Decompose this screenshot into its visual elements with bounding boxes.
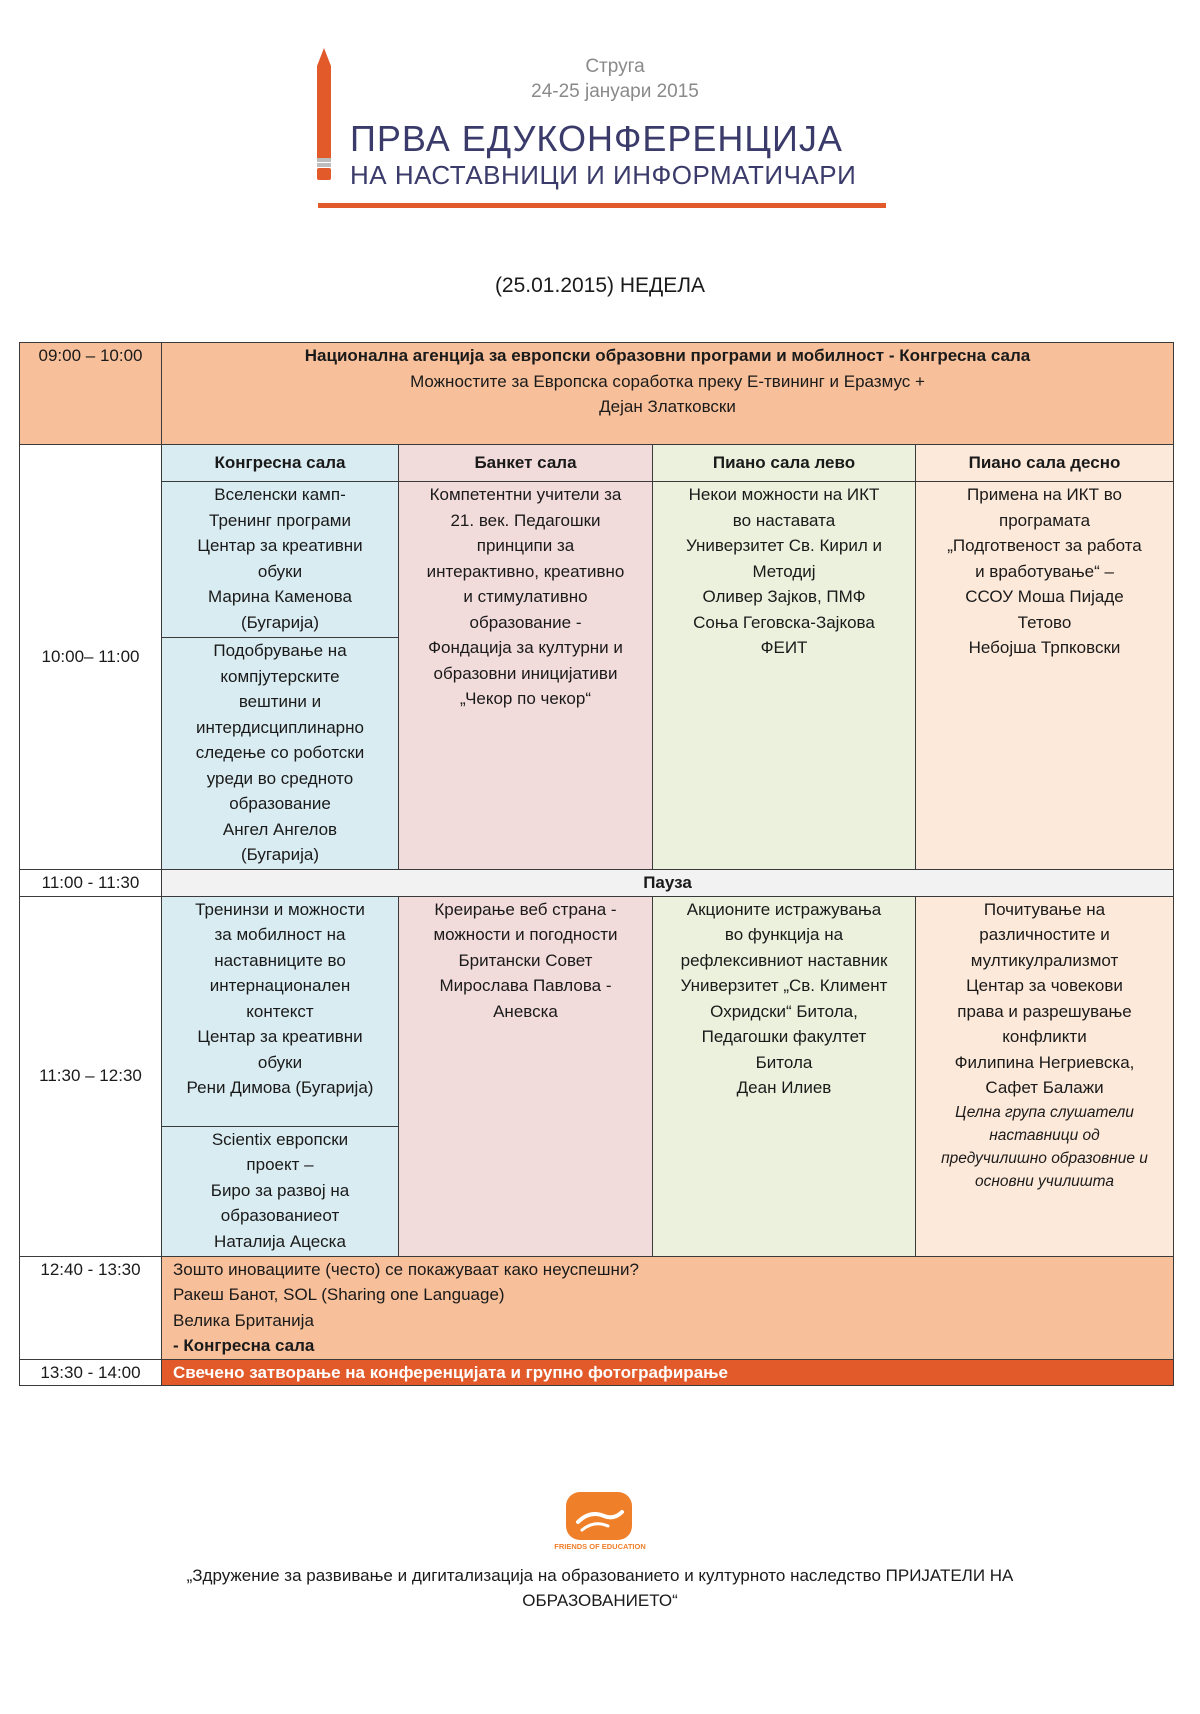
session-line: обуки (257, 561, 303, 581)
session-kongres-1130b (162, 1126, 399, 1256)
session-line: Мирослава Павлова - (439, 976, 612, 995)
session-line: Британски Совет (458, 950, 593, 970)
conference-logo (315, 48, 890, 218)
session-line: Велика Британија (173, 1310, 314, 1330)
schedule-row-1330 (20, 1359, 1174, 1386)
session-line: права и разрешување (957, 1001, 1132, 1021)
footer-line1: „Здружение за развивање и дигитализација на образованието и културното наследство ПРИЈАТЕЛИ НА (186, 1566, 1014, 1585)
session-line: контекст (246, 1001, 314, 1021)
session-line: Методиј (752, 561, 816, 581)
session-banket-1000 (399, 482, 653, 870)
session-line: Некои можности на ИКТ (688, 485, 880, 504)
session-line: наставниците во (214, 950, 346, 970)
session-line: ФЕИТ (760, 638, 808, 657)
schedule-row-1000a (20, 482, 1174, 638)
session-line: Фондација за културни и (428, 638, 623, 657)
session-line: Деан Илиев (736, 1078, 832, 1097)
session-line: Тренинзи и можности (195, 899, 365, 919)
session-line: и вработување“ – (975, 561, 1114, 581)
logo-text: FRIENDS OF EDUCATION (554, 1542, 646, 1551)
session-line: Педагошки факултет (701, 1027, 867, 1046)
target-group-note: Целна група слушатели (955, 1103, 1134, 1121)
time-cell: 09:00 – 10:00 (20, 343, 162, 445)
schedule-row-0900 (20, 343, 1174, 445)
session-kongres-1000b (162, 638, 399, 870)
session-line: вештини и (238, 692, 322, 711)
session-line: Зошто иновациите (често) се покажуваат како неуспешни? (173, 1259, 639, 1279)
session-line: принципи за (476, 536, 575, 555)
session-line: Биро за развој на (210, 1180, 350, 1200)
session-line: Компетентни учители за (429, 485, 622, 504)
session-kongres-1000a (162, 482, 399, 638)
time-cell: 12:40 - 13:30 (20, 1256, 162, 1359)
halls-header-row (20, 445, 1174, 482)
schedule-row-1130a (20, 896, 1174, 1126)
session-line: во функција на (724, 925, 844, 944)
logo-city: Струга (585, 56, 645, 77)
session-line: ССОУ Моша Пијаде (965, 587, 1124, 606)
session-piano-desno-1130 (916, 896, 1174, 1256)
session-line: Примена на ИКТ во (967, 485, 1122, 504)
session-line: Центар за човекови (966, 976, 1123, 995)
session-line: интерактивно, креативно (426, 561, 625, 581)
session-line: Креирање веб страна - (434, 899, 617, 919)
session-line: Оливер Зајков, ПМФ (702, 587, 866, 606)
footer-association (100, 1563, 1100, 1613)
logo-title-line1: ПРВА ЕДУКОНФЕРЕНЦИЈА (350, 118, 843, 159)
session-piano-levo-1000 (653, 482, 916, 870)
session-line: Филипина Негриевска, (954, 1052, 1135, 1072)
hall-header-piano-desno: Пиано сала десно (916, 445, 1174, 482)
session-line: Битола (755, 1052, 813, 1072)
session-line: Вселенски камп- (214, 485, 346, 504)
session-line: Наталија Ацеска (214, 1231, 346, 1251)
session-line: образовни иницијативи (433, 663, 618, 683)
session-line: рефлексивниот наставник (680, 950, 888, 970)
session-line: Тетово (1017, 612, 1072, 632)
session-line: во наставата (732, 510, 836, 530)
hall-header-kongres: Конгресна сала (162, 445, 399, 482)
session-title: Национална агенција за европски образовни програми и мобилност - Конгресна сала (304, 346, 1031, 365)
schedule-row-pause (20, 870, 1174, 897)
session-line: Scientix европски (211, 1129, 349, 1149)
time-cell: 11:30 – 12:30 (20, 896, 162, 1256)
logo-underline (318, 203, 886, 208)
session-line: образованиеот (220, 1206, 340, 1225)
session-line: следење со роботски (195, 743, 365, 762)
session-line: Центар за креативни (197, 1027, 363, 1046)
hall-header-banket: Банкет сала (399, 445, 653, 482)
session-line: Универзитет Св. Кирил и (685, 536, 882, 555)
pause-label: Пауза (162, 870, 1174, 897)
session-kongres-1130a (162, 896, 399, 1126)
plenary-session (162, 343, 1174, 445)
day-title: (25.01.2015) НЕДЕЛА (494, 274, 706, 297)
session-banket-1130 (399, 896, 653, 1256)
session-line: Небојша Трпковски (968, 638, 1121, 657)
session-line: „Чекор по чекор“ (459, 689, 592, 708)
session-line: и стимулативно (463, 587, 588, 606)
session-line: „Подготвеност за работа (947, 536, 1142, 555)
session-line: Марина Каменова (208, 587, 352, 606)
logo-dates: 24-25 јануари 2015 (531, 81, 699, 102)
session-line: Универзитет „Св. Климент (680, 976, 888, 995)
plenary-session-closing-talk (162, 1256, 1174, 1359)
session-line: уреди во средното (206, 768, 354, 788)
session-line: компјутерските (220, 666, 340, 686)
session-line: Ангел Ангелов (222, 819, 338, 839)
session-line: Акционите истражувања (686, 899, 882, 919)
session-line: Центар за креативни (197, 536, 363, 555)
session-line: Сафет Балажи (985, 1078, 1104, 1097)
session-line: проект – (246, 1155, 314, 1174)
session-line: (Бугарија) (240, 845, 320, 864)
session-line: Соња Геговска-Зајкова (693, 612, 875, 632)
session-line: Подобрување на (213, 641, 347, 660)
session-line: различностите и (979, 925, 1110, 944)
session-line: интернационален (209, 976, 351, 995)
session-speaker: Дејан Златковски (599, 397, 736, 416)
pencil-icon (315, 48, 333, 180)
time-cell: 10:00– 11:00 (20, 445, 162, 870)
schedule-row-1240 (20, 1256, 1174, 1359)
session-line: образование (229, 794, 331, 813)
time-cell: 11:00 - 11:30 (20, 870, 162, 897)
session-piano-levo-1130 (653, 896, 916, 1256)
session-line: конфликти (1002, 1027, 1087, 1046)
session-line: интердисциплинарно (196, 717, 364, 737)
target-group-note: предучилишно образовние и (941, 1149, 1148, 1167)
session-line: мултикулрализмот (970, 950, 1119, 970)
session-topic: Можностите за Европска соработка преку Е-твининг и Еразмус + (410, 371, 925, 391)
session-line: Рени Димова (Бугарија) (186, 1078, 374, 1097)
session-line: за мобилност на (214, 925, 346, 944)
time-cell: 13:30 - 14:00 (20, 1359, 162, 1386)
session-line: обуки (257, 1052, 303, 1072)
target-group-note: наставници од (989, 1126, 1100, 1144)
session-line: програмата (998, 510, 1091, 530)
schedule-table (19, 342, 1174, 1386)
footer-line2: ОБРАЗОВАНИЕТО“ (522, 1591, 678, 1610)
session-piano-desno-1000 (916, 482, 1174, 870)
logo-title-line2: НА НАСТАВНИЦИ И ИНФОРМАТИЧАРИ (350, 160, 857, 190)
session-line: Тренинг програми (209, 510, 351, 530)
session-line: Аневска (493, 1001, 558, 1021)
session-line: - Конгресна сала (173, 1336, 315, 1355)
session-line: Ракеш Банот, SOL (Sharing one Language) (173, 1285, 505, 1304)
session-line: можности и погодности (433, 925, 618, 944)
target-group-note: основни училишта (974, 1172, 1115, 1190)
session-line: Охридски“ Битола, (710, 1001, 858, 1021)
session-line: 21. век. Педагошки (450, 510, 601, 530)
session-line: (Бугарија) (240, 612, 320, 632)
session-line: Почитување на (983, 899, 1106, 919)
closing-ceremony: Свечено затворање на конференцијата и групно фотографирање (162, 1359, 1174, 1386)
hall-header-piano-levo: Пиано сала лево (653, 445, 916, 482)
session-line: образование - (469, 612, 582, 632)
friends-of-education-logo (554, 1492, 646, 1558)
